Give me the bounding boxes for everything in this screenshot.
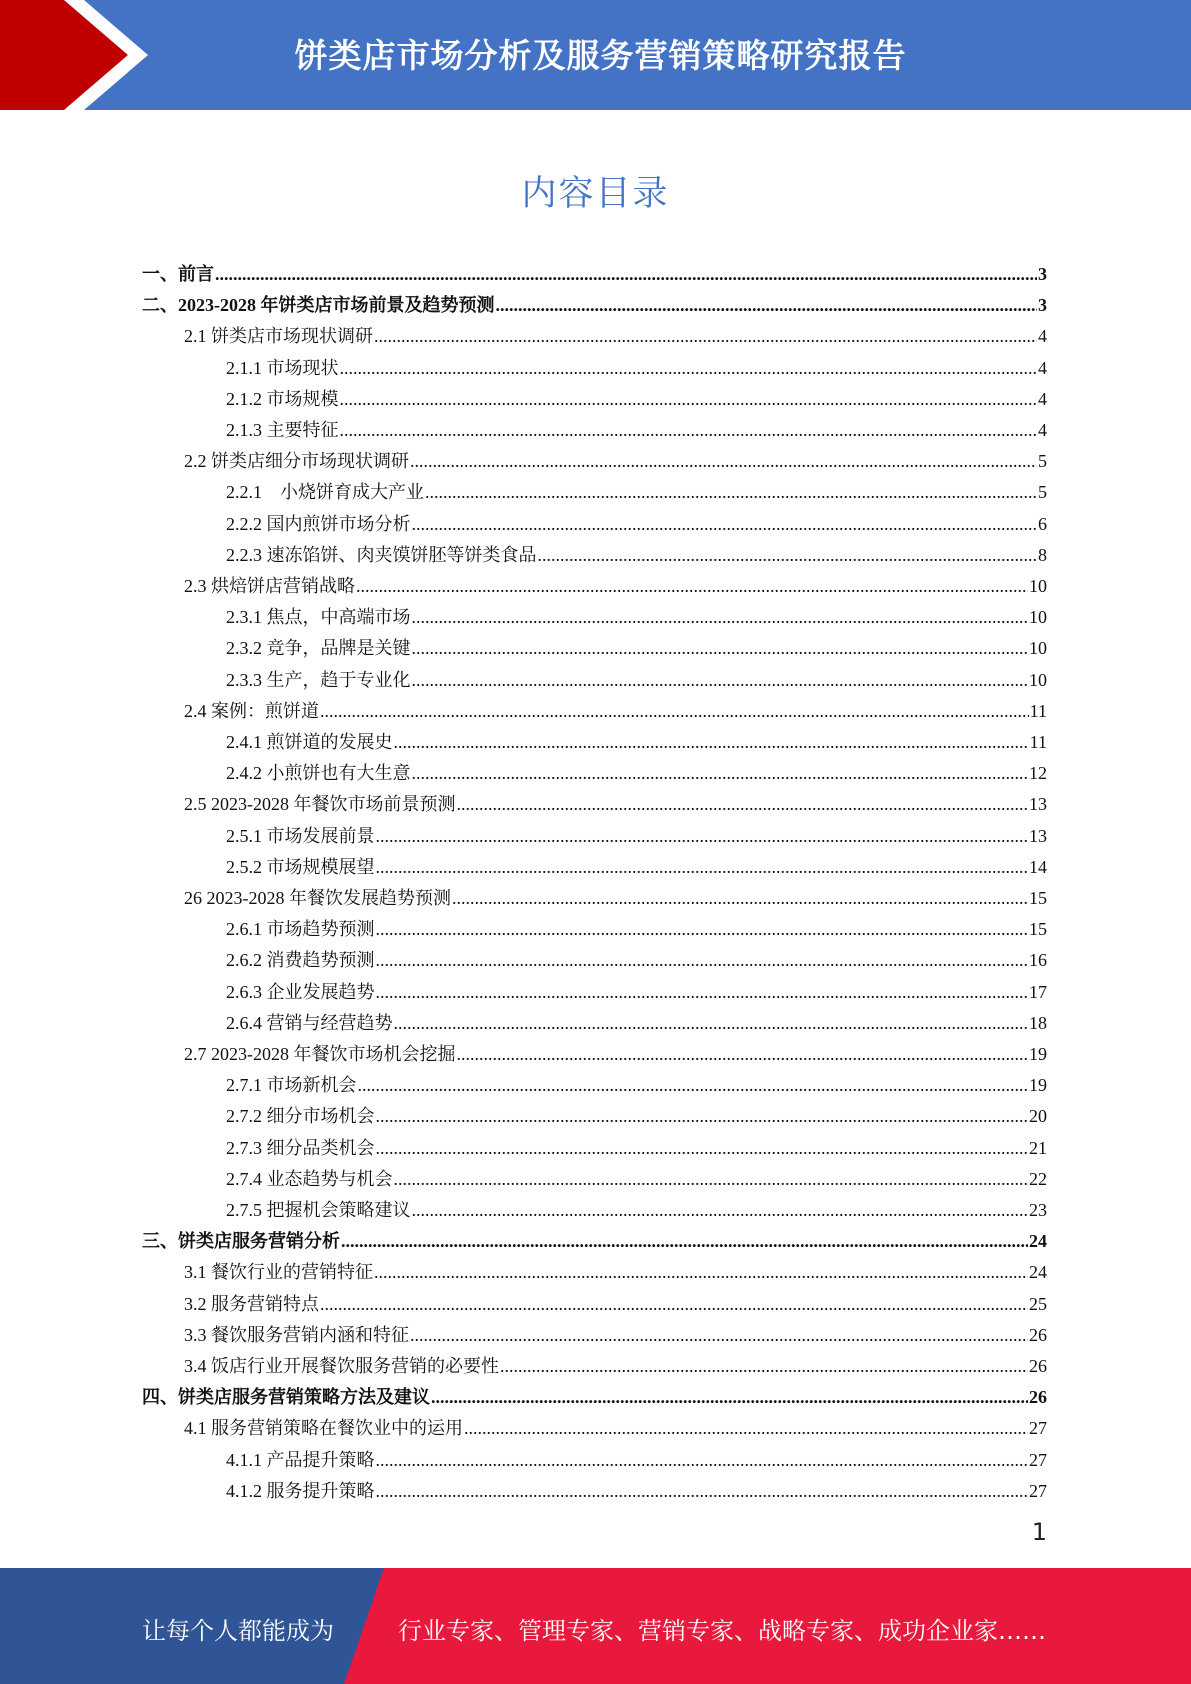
toc-entry-page: 10 bbox=[1029, 669, 1047, 690]
toc-entry[interactable] bbox=[142, 254, 1047, 285]
dot-leader bbox=[341, 1230, 1028, 1252]
dot-leader bbox=[394, 1168, 1029, 1190]
dot-leader bbox=[412, 669, 1029, 691]
toc-entry-title: 2.7.2 细分市场机会 bbox=[226, 1106, 375, 1127]
toc-entry-page: 18 bbox=[1029, 1012, 1047, 1033]
toc-entry-page: 15 bbox=[1029, 919, 1047, 940]
toc-entry-page: 15 bbox=[1029, 888, 1047, 908]
toc-entry-page: 5 bbox=[1038, 451, 1047, 472]
toc-entry-page: 23 bbox=[1029, 1200, 1047, 1220]
toc-entry[interactable] bbox=[184, 316, 1047, 347]
toc-entry-page: 4 bbox=[1038, 357, 1047, 378]
toc-entry[interactable] bbox=[226, 597, 1047, 628]
toc-entry-title: 四、饼类店服务营销策略方法及建议 bbox=[142, 1387, 430, 1408]
toc-entry[interactable] bbox=[184, 566, 1047, 597]
toc-entry-title: 26 2023-2028 年餐饮发展趋势预测 bbox=[184, 888, 451, 908]
dot-leader bbox=[340, 357, 1038, 379]
toc-entry-title: 2.6.1 市场趋势预测 bbox=[226, 919, 375, 940]
dot-leader bbox=[452, 887, 1028, 909]
dot-leader bbox=[374, 325, 1037, 347]
toc-entry-page: 13 bbox=[1029, 794, 1047, 815]
toc-entry[interactable] bbox=[184, 878, 1047, 909]
dot-leader bbox=[394, 1012, 1029, 1034]
toc-entry-page: 27 bbox=[1029, 1418, 1047, 1439]
toc-entry[interactable] bbox=[184, 441, 1047, 472]
toc-entry[interactable] bbox=[184, 1408, 1047, 1439]
toc-entry[interactable] bbox=[226, 1096, 1047, 1127]
toc-entry-title: 2.7.3 细分品类机会 bbox=[226, 1137, 375, 1158]
toc-entry-page: 21 bbox=[1029, 1137, 1047, 1158]
toc-entry-title: 2.7 2023-2028 年餐饮市场机会挖掘 bbox=[184, 1044, 456, 1064]
toc-entry-title: 2.6.2 消费趋势预测 bbox=[226, 950, 375, 971]
toc-entry[interactable] bbox=[142, 285, 1047, 316]
dot-leader bbox=[340, 388, 1038, 410]
toc-entry[interactable] bbox=[226, 1065, 1047, 1096]
toc-entry[interactable] bbox=[226, 722, 1047, 753]
toc-entry[interactable] bbox=[184, 1252, 1047, 1283]
toc-entry-title: 4.1.2 服务提升策略 bbox=[226, 1480, 375, 1501]
toc-entry-page: 3 bbox=[1038, 295, 1047, 316]
dot-leader bbox=[412, 606, 1029, 628]
toc-entry[interactable] bbox=[184, 1034, 1047, 1065]
toc-entry[interactable] bbox=[226, 660, 1047, 691]
toc-entry-page: 12 bbox=[1029, 763, 1047, 784]
dot-leader bbox=[320, 1293, 1028, 1315]
toc-entry[interactable] bbox=[226, 628, 1047, 659]
toc-entry-title: 2.4.1 煎饼道的发展史 bbox=[226, 732, 393, 752]
dot-leader bbox=[464, 1417, 1028, 1439]
toc-entry-title: 4.1 服务营销策略在餐饮业中的运用 bbox=[184, 1418, 463, 1439]
toc-heading: 内容目录 bbox=[521, 174, 670, 214]
toc-entry-page: 19 bbox=[1029, 1075, 1047, 1096]
toc-entry[interactable] bbox=[226, 753, 1047, 784]
toc-entry-title: 2.2.2 国内煎饼市场分析 bbox=[226, 513, 411, 534]
dot-leader bbox=[538, 544, 1038, 566]
dot-leader bbox=[496, 294, 1038, 316]
toc-entry-title: 2.2.3 速冻馅饼、肉夹馍饼胚等饼类食品 bbox=[226, 544, 537, 565]
footer-slogan-left: 让每个人都能成为 bbox=[142, 1617, 334, 1645]
toc-entry[interactable] bbox=[226, 1471, 1047, 1502]
toc-entry-page: 26 bbox=[1029, 1387, 1047, 1408]
toc-entry[interactable] bbox=[226, 379, 1047, 410]
dot-leader bbox=[412, 513, 1038, 535]
toc-entry-title: 2.3 烘焙饼店营销战略 bbox=[184, 576, 355, 596]
toc-entry-page: 6 bbox=[1038, 513, 1047, 534]
toc-entry-page: 20 bbox=[1029, 1106, 1047, 1127]
toc-entry-title: 2.6.4 营销与经营趋势 bbox=[226, 1012, 393, 1033]
toc-entry[interactable] bbox=[226, 535, 1047, 566]
toc-entry-page: 11 bbox=[1029, 732, 1047, 752]
toc-entry-title: 2.6.3 企业发展趋势 bbox=[226, 981, 375, 1002]
dot-leader bbox=[376, 1480, 1029, 1502]
toc-entry[interactable] bbox=[226, 1003, 1047, 1034]
dot-leader bbox=[376, 856, 1029, 878]
dot-leader bbox=[376, 981, 1029, 1003]
dot-leader bbox=[376, 825, 1029, 847]
toc-entry-page: 24 bbox=[1029, 1262, 1047, 1283]
toc-entry-title: 三、饼类店服务营销分析 bbox=[142, 1231, 340, 1252]
toc-entry-title: 2.2.1 小烧饼育成大产业 bbox=[226, 482, 424, 503]
toc-entry[interactable] bbox=[226, 1190, 1047, 1221]
toc-entry-title: 2.4 案例：煎饼道 bbox=[184, 700, 319, 721]
toc-entry[interactable] bbox=[226, 847, 1047, 878]
toc-entry-title: 一、前言 bbox=[142, 264, 214, 284]
toc-entry-page: 10 bbox=[1029, 638, 1047, 659]
toc-entry-title: 3.1 餐饮行业的营销特征 bbox=[184, 1262, 373, 1283]
toc-entry[interactable] bbox=[184, 691, 1047, 722]
toc-entry-title: 2.7.1 市场新机会 bbox=[226, 1075, 357, 1096]
toc-entry-title: 2.3.3 生产，趋于专业化 bbox=[226, 669, 411, 690]
toc-entry[interactable] bbox=[226, 410, 1047, 441]
toc-entry-title: 2.2 饼类店细分市场现状调研 bbox=[184, 451, 409, 472]
dot-leader bbox=[500, 1355, 1028, 1377]
dot-leader bbox=[376, 1105, 1029, 1127]
toc-entry-page: 19 bbox=[1029, 1044, 1047, 1064]
footer-slogan-right: 行业专家、管理专家、营销专家、战略专家、成功企业家…… bbox=[398, 1617, 1046, 1645]
toc-entry-page: 26 bbox=[1029, 1324, 1047, 1345]
toc-entry-page: 4 bbox=[1038, 388, 1047, 409]
toc-entry-title: 3.4 饭店行业开展餐饮服务营销的必要性 bbox=[184, 1356, 499, 1376]
toc-entry[interactable] bbox=[226, 348, 1047, 379]
toc-entry[interactable] bbox=[226, 1440, 1047, 1471]
toc-entry-page: 4 bbox=[1038, 326, 1047, 347]
toc-entry-title: 2.1.3 主要特征 bbox=[226, 420, 339, 440]
dot-leader bbox=[412, 637, 1029, 659]
toc-entry[interactable] bbox=[184, 1346, 1047, 1377]
toc-entry-title: 3.2 服务营销特点 bbox=[184, 1293, 319, 1314]
toc-entry[interactable] bbox=[226, 472, 1047, 503]
toc-entry-page: 16 bbox=[1029, 950, 1047, 971]
toc-entry-title: 2.4.2 小煎饼也有大生意 bbox=[226, 763, 411, 784]
toc-entry-page: 4 bbox=[1038, 420, 1047, 440]
toc-entry-title: 2.3.1 焦点，中高端市场 bbox=[226, 607, 411, 628]
toc-entry[interactable] bbox=[226, 1159, 1047, 1190]
dot-leader bbox=[425, 481, 1037, 503]
toc-entry-title: 二、2023-2028 年饼类店市场前景及趋势预测 bbox=[142, 295, 495, 316]
toc-entry-page: 25 bbox=[1029, 1293, 1047, 1314]
toc-entry-title: 2.7.4 业态趋势与机会 bbox=[226, 1168, 393, 1189]
dot-leader bbox=[376, 918, 1029, 940]
dot-leader bbox=[358, 1074, 1029, 1096]
toc-entry-page: 27 bbox=[1029, 1480, 1047, 1501]
toc-entry[interactable] bbox=[226, 504, 1047, 535]
toc-entry-page: 8 bbox=[1038, 544, 1047, 565]
toc-entry-title: 3.3 餐饮服务营销内涵和特征 bbox=[184, 1324, 409, 1345]
dot-leader bbox=[356, 575, 1028, 597]
toc-entry-title: 2.5 2023-2028 年餐饮市场前景预测 bbox=[184, 794, 456, 815]
toc-entry[interactable] bbox=[226, 972, 1047, 1003]
dot-leader bbox=[320, 700, 1029, 722]
toc-entry-page: 10 bbox=[1029, 607, 1047, 628]
toc-entry-title: 2.5.2 市场规模展望 bbox=[226, 856, 375, 877]
toc-entry-title: 2.7.5 把握机会策略建议 bbox=[226, 1200, 411, 1220]
toc-entry[interactable] bbox=[226, 909, 1047, 940]
toc-entry-page: 24 bbox=[1029, 1231, 1047, 1252]
toc-entry-page: 14 bbox=[1029, 856, 1047, 877]
toc-entry-page: 22 bbox=[1029, 1168, 1047, 1189]
toc-entry-page: 13 bbox=[1029, 825, 1047, 846]
dot-leader bbox=[412, 1199, 1029, 1221]
dot-leader bbox=[376, 1449, 1029, 1471]
toc-entry-title: 2.1.1 市场现状 bbox=[226, 357, 339, 378]
page-number: 1 bbox=[1031, 1518, 1047, 1546]
toc-entry[interactable] bbox=[142, 1221, 1047, 1252]
toc-entry[interactable] bbox=[184, 1315, 1047, 1346]
toc-entry[interactable] bbox=[184, 1284, 1047, 1315]
dot-leader bbox=[431, 1386, 1028, 1408]
toc-entry-page: 27 bbox=[1029, 1449, 1047, 1470]
report-title: 饼类店市场分析及服务营销策略研究报告 bbox=[294, 36, 907, 75]
dot-leader bbox=[376, 949, 1029, 971]
toc-entry-page: 10 bbox=[1029, 576, 1047, 596]
toc-entry-title: 2.5.1 市场发展前景 bbox=[226, 825, 375, 846]
toc-entry-title: 4.1.1 产品提升策略 bbox=[226, 1449, 375, 1470]
dot-leader bbox=[457, 1043, 1029, 1065]
dot-leader bbox=[374, 1261, 1028, 1283]
toc-entry-page: 11 bbox=[1029, 700, 1047, 721]
dot-leader bbox=[457, 793, 1029, 815]
toc-entry-page: 5 bbox=[1038, 482, 1047, 503]
toc-entry-title: 2.1 饼类店市场现状调研 bbox=[184, 326, 373, 347]
toc-entry-title: 2.3.2 竞争，品牌是关键 bbox=[226, 638, 411, 659]
dot-leader bbox=[412, 762, 1029, 784]
footer-banner bbox=[0, 1568, 1191, 1684]
dot-leader bbox=[340, 419, 1038, 441]
toc-entry-title: 2.1.2 市场规模 bbox=[226, 388, 339, 409]
toc-entry-page: 17 bbox=[1029, 981, 1047, 1002]
dot-leader bbox=[394, 731, 1029, 753]
toc-entry[interactable] bbox=[226, 1128, 1047, 1159]
toc-entry[interactable] bbox=[226, 816, 1047, 847]
dot-leader bbox=[410, 450, 1037, 472]
toc-entry-page: 26 bbox=[1029, 1356, 1047, 1376]
dot-leader bbox=[376, 1137, 1029, 1159]
header-banner bbox=[0, 0, 1191, 110]
dot-leader bbox=[215, 263, 1037, 285]
toc-entry-page: 3 bbox=[1038, 264, 1047, 284]
toc-entry[interactable] bbox=[142, 1377, 1047, 1408]
dot-leader bbox=[410, 1324, 1028, 1346]
toc-entry[interactable] bbox=[184, 784, 1047, 815]
toc-entry[interactable] bbox=[226, 940, 1047, 971]
